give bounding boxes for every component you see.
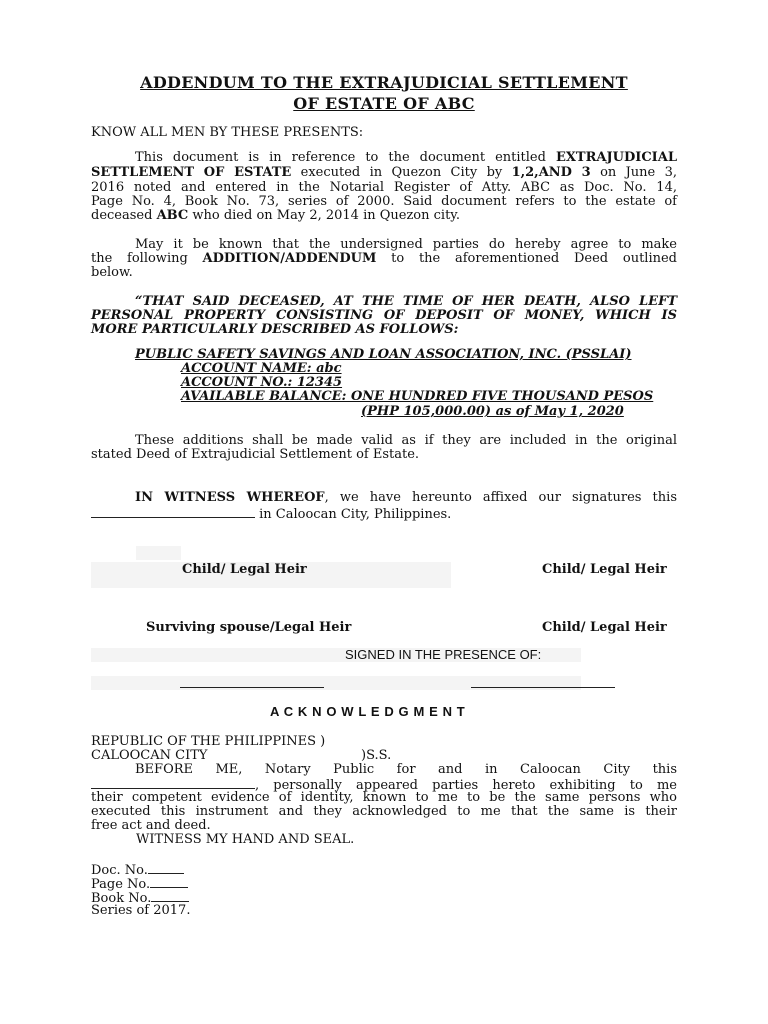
book-no-blank: [151, 890, 189, 902]
account-number: ACCOUNT NO.: 12345: [181, 375, 343, 390]
intro-text: KNOW ALL MEN BY THESE PRESENTS:: [91, 125, 364, 140]
before-me-line-5: free act and deed.: [91, 818, 211, 833]
para1-line-3: 2016 noted and entered in the Notarial Register of Atty. ABC as Doc. No. 14,: [91, 180, 677, 195]
page-no-label: Page No.: [91, 877, 151, 892]
signatory-surviving-spouse: Surviving spouse/Legal Heir: [146, 620, 352, 635]
account-name: ACCOUNT NAME: abc: [181, 361, 342, 376]
before-me-line-3: their competent evidence of identity, known to me to be the same persons who: [91, 790, 677, 805]
para1-line-2: [91, 166, 677, 181]
balance-amount: (PHP 105,000.00) as of May 1, 2020: [361, 404, 624, 419]
deceased-name: ABC: [156, 208, 189, 223]
para3-text: These additions shall be made valid as if they are included in the original: [135, 433, 677, 448]
doc-no-label: Doc. No.: [91, 863, 148, 878]
witness-whereof: IN WITNESS WHEREOF: [135, 490, 325, 505]
document-title-line-1: ADDENDUM TO THE EXTRAJUDICIAL SETTLEMENT: [140, 73, 628, 92]
quote-text: “THAT SAID DECEASED, AT THE TIME OF HER DEATH, ALSO LEFT: [135, 294, 677, 309]
para2-text: to the aforementioned Deed outlined: [376, 251, 677, 266]
date-blank: [91, 506, 255, 518]
date-blank: [91, 777, 255, 789]
witness-signature-line-1: [180, 687, 324, 688]
para1-line-5: [91, 209, 677, 224]
signed-in-presence: SIGNED IN THE PRESENCE OF:: [345, 647, 542, 662]
para2-text: the following: [91, 251, 203, 266]
bank-name: PUBLIC SAFETY SAVINGS AND LOAN ASSOCIATION, INC. (PSSLAI): [135, 347, 632, 362]
para2-line-3: below.: [91, 265, 133, 280]
para1-text: on June 3,: [590, 165, 677, 180]
para1-text: executed in Quezon City by: [291, 165, 512, 180]
witness-signature-line-2: [471, 687, 615, 688]
book-no-label: Book No.: [91, 891, 152, 906]
shade-mark: [136, 546, 181, 560]
witness-text: , we have hereunto affixed our signatures this: [324, 490, 677, 505]
para2-text: May it be known that the undersigned parties do hereby agree to make: [135, 237, 677, 252]
before-me-line-4: executed this instrument and they acknowledged to me that the same is their: [91, 804, 677, 819]
witness-hand-seal: WITNESS MY HAND AND SEAL.: [136, 832, 355, 847]
para1-doc-title-2: SETTLEMENT OF ESTATE: [91, 165, 292, 180]
witness-line-2: [91, 506, 451, 522]
para2-line-2: [91, 252, 677, 267]
before-me-line-1: [91, 763, 677, 778]
quote-line-2: PERSONAL PROPERTY CONSISTING OF DEPOSIT OF MONEY, WHICH IS: [91, 308, 677, 323]
para1-text: This document is in reference to the document entitled: [135, 150, 556, 165]
before-me-text: BEFORE ME, Notary Public for and in Caloocan City this: [135, 762, 677, 777]
para1-doc-title: EXTRAJUDICIAL: [555, 150, 677, 165]
republic-line: REPUBLIC OF THE PHILIPPINES ): [91, 734, 326, 749]
addendum-label: ADDITION/ADDENDUM: [202, 251, 377, 266]
para1-text: deceased: [91, 208, 157, 223]
para1-parties: 1,2,AND 3: [511, 165, 591, 180]
signatory-child-heir-1: Child/ Legal Heir: [182, 562, 307, 577]
acknowledgment-heading: A C K N O W L E D G M E N T: [270, 704, 466, 719]
page-no-blank: [150, 876, 188, 888]
document-title-line-2: OF ESTATE OF ABC: [293, 94, 475, 113]
para1-line-1: [91, 151, 677, 166]
para1-line-4: Page No. 4, Book No. 73, series of 2000. Said document refers to the estate of: [91, 194, 677, 209]
available-balance: AVAILABLE BALANCE: ONE HUNDRED FIVE THOUSAND PESOS: [181, 389, 654, 404]
quote-line-3: MORE PARTICULARLY DESCRIBED AS FOLLOWS:: [91, 322, 459, 337]
witness-line-1: [91, 491, 677, 506]
doc-no-blank: [148, 862, 184, 874]
signatory-child-heir-3: Child/ Legal Heir: [542, 620, 667, 635]
signatory-child-heir-2: Child/ Legal Heir: [542, 562, 667, 577]
city-line: CALOOCAN CITY: [91, 748, 208, 763]
ss-mark: )S.S.: [361, 748, 392, 763]
witness-place: in Caloocan City, Philippines.: [255, 507, 452, 522]
before-me-text: , personally appeared parties hereto exhibiting to me: [255, 778, 677, 793]
para3-line-2: stated Deed of Extrajudicial Settlement of Estate.: [91, 447, 420, 462]
para1-text: who died on May 2, 2014 in Quezon city.: [188, 208, 461, 223]
series-line: Series of 2017.: [91, 903, 191, 918]
